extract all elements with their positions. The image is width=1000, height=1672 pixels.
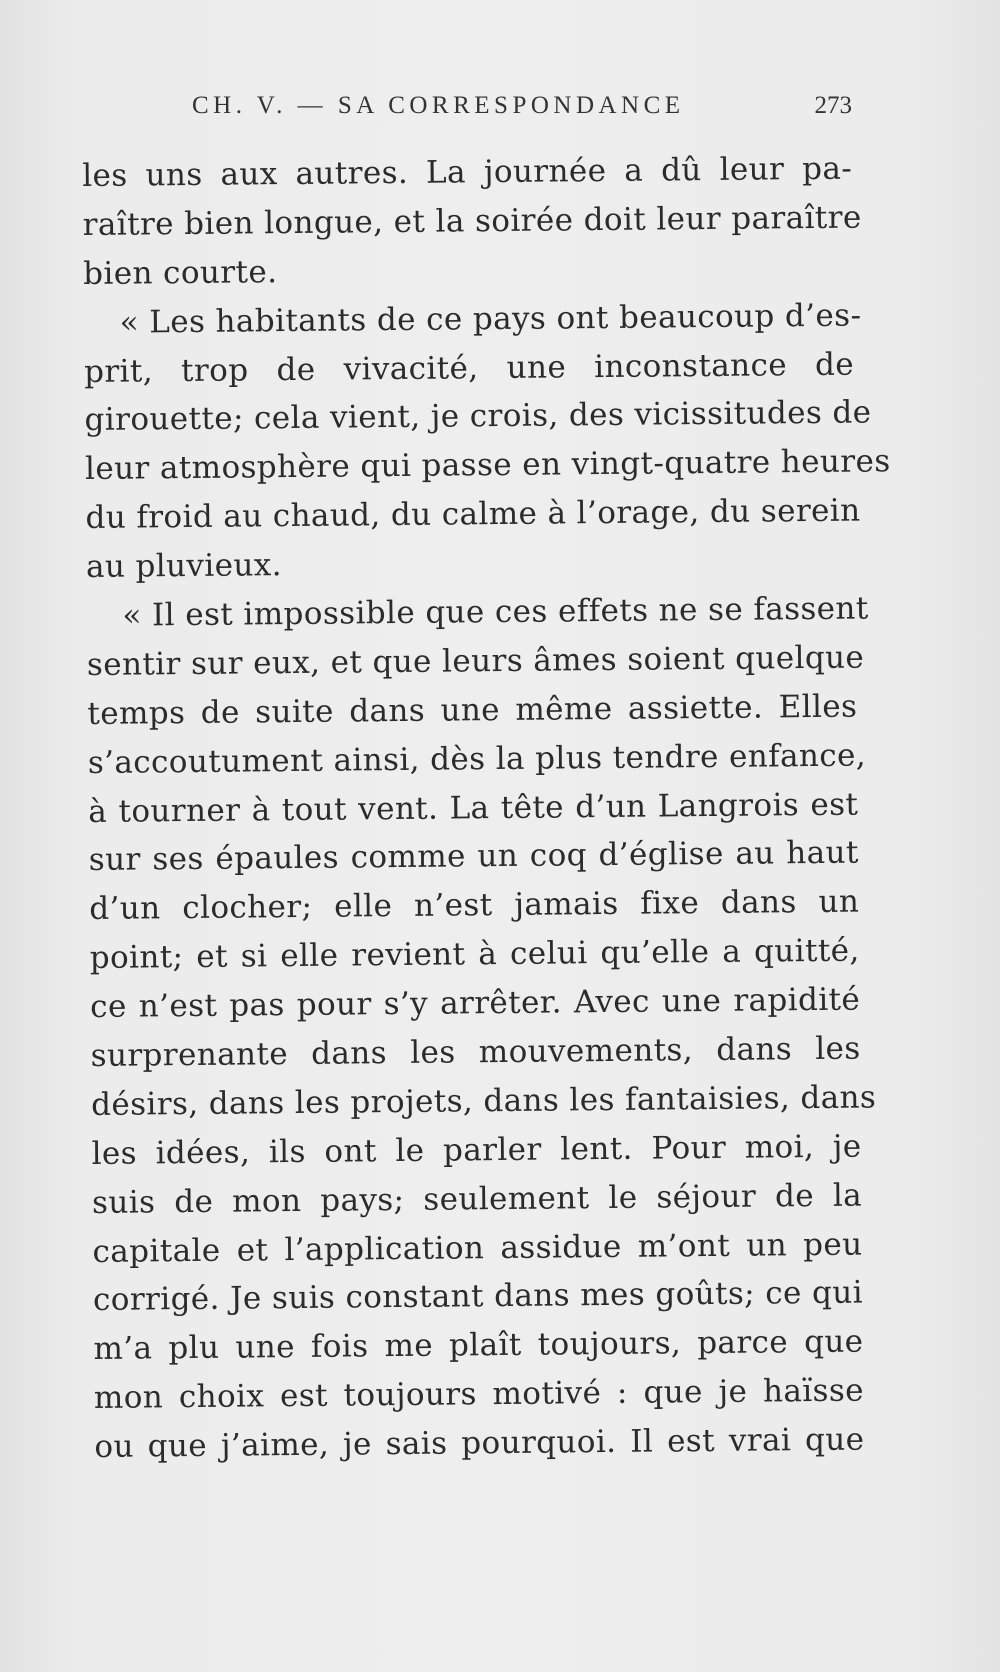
text-line: à tourner à tout vent. La tête d’un Langrois est (88, 786, 859, 830)
text-line: m’a plu une fois me plaît toujours, parce que (93, 1323, 864, 1368)
text-line: « Les habitants de ce pays ont beaucoup d’es- (119, 297, 862, 341)
text-line: du froid au chaud, du calme à l’orage, du serein (85, 492, 861, 537)
text-line: sur ses épaules comme un coq d’église au haut (88, 835, 859, 879)
text-line: ou que j’aime, je sais pourquoi. Il est vrai que (94, 1421, 865, 1466)
text-line: les uns aux autres. La journée a dû leur pa- (82, 150, 853, 194)
text-line: « Il est impossible que ces effets ne se fassent (122, 590, 869, 634)
body-text (82, 145, 891, 1472)
text-line: mon choix est toujours motivé : que je haïsse (93, 1372, 865, 1417)
text-line: suis de mon pays; seulement le séjour de la (91, 1177, 863, 1221)
text-line: prit, trop de vivacité, une inconstance de (83, 346, 855, 390)
text-line: s’accoutument ainsi, dès la plus tendre enfance, (87, 737, 867, 781)
text-line: ce n’est pas pour s’y arrêter. Avec une rapidité (90, 981, 861, 1026)
text-line: désirs, dans les projets, dans les fantaisies, dans (90, 1079, 877, 1123)
text-line: corrigé. Je suis constant dans mes goûts; ce qui (92, 1275, 864, 1319)
running-head (82, 92, 852, 132)
text-line: au pluvieux. (85, 547, 283, 586)
text-line: les idées, ils ont le parler lent. Pour moi, je (91, 1128, 862, 1172)
text-line: raître bien longue, et la soirée doit leur paraître (82, 199, 862, 243)
running-title: CH. V. — SA CORRESPONDANCE (192, 92, 685, 119)
page-number: 273 (814, 92, 852, 119)
text-line: temps de suite dans une même assiette. Elles (87, 688, 858, 732)
text-line: girouette; cela vient, je crois, des vicissitudes de (84, 394, 872, 439)
text-line: d’un clocher; elle n’est jamais fixe dans un (89, 883, 860, 928)
text-line: surprenante dans les mouvements, dans les (90, 1030, 861, 1074)
text-line: bien courte. (82, 253, 278, 292)
text-line: sentir sur eux, et que leurs âmes soient quelque (86, 639, 865, 683)
text-line: capitale et l’application assidue m’ont un peu (92, 1226, 863, 1270)
text-line: point; et si elle revient à celui qu’elle a quitté, (89, 932, 860, 977)
text-line: leur atmosphère qui passe en vingt-quatre heures (84, 443, 891, 488)
